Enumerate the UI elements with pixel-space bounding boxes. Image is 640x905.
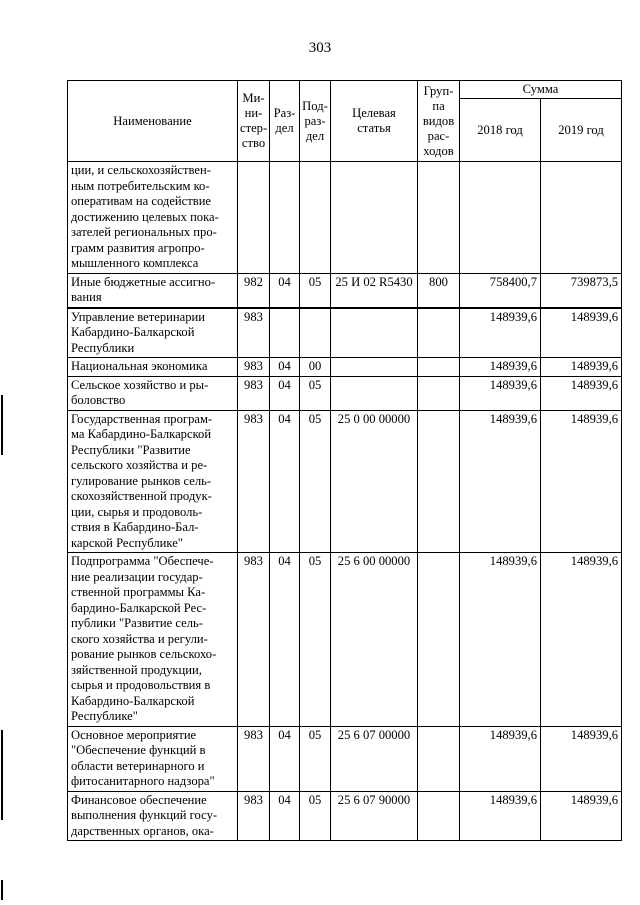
- cell-y2018: 148939,6: [460, 791, 541, 841]
- cell-target: [331, 162, 418, 274]
- cell-y2019: 148939,6: [541, 410, 622, 553]
- cell-y2018: 148939,6: [460, 376, 541, 410]
- cell-group: 800: [418, 273, 460, 308]
- cell-section: [270, 308, 300, 358]
- cell-section: 04: [270, 358, 300, 377]
- cell-section: 04: [270, 553, 300, 727]
- header-subsection: Под- раз- дел: [300, 81, 331, 162]
- table-row: [68, 726, 622, 791]
- cell-y2019: 148939,6: [541, 376, 622, 410]
- page-number: 303: [308, 40, 332, 56]
- cell-y2019: 148939,6: [541, 308, 622, 358]
- cell-ministry: 983: [238, 726, 270, 791]
- cell-group: [418, 791, 460, 841]
- cell-y2018: 148939,6: [460, 726, 541, 791]
- cell-target: [331, 376, 418, 410]
- cell-group: [418, 376, 460, 410]
- cell-subsection: 05: [300, 273, 331, 308]
- cell-subsection: [300, 308, 331, 358]
- margin-mark: [1, 395, 3, 455]
- header-target: Целевая статья: [331, 81, 418, 162]
- cell-section: 04: [270, 376, 300, 410]
- cell-group: [418, 358, 460, 377]
- cell-ministry: 983: [238, 376, 270, 410]
- cell-name: Финансовое обеспечение выполнения функций госу- дарственных органов, ока-: [68, 791, 238, 841]
- cell-name: Национальная экономика: [68, 358, 238, 377]
- budget-table: [67, 80, 622, 841]
- header-ministry: Ми- ни- стер- ство: [238, 81, 270, 162]
- margin-mark: [1, 880, 3, 900]
- table-row: [68, 162, 622, 274]
- cell-subsection: 00: [300, 358, 331, 377]
- cell-name: Подпрограмма "Обеспече- ние реализации государ- ственной программы Ка- бардино-Балкарской Рес- публики "Развитие сель- ского хозяйства и регули- рование рынков сельскохо- зяйственной продукции, сырья и продовольствия в Кабардино-Балкарской Республике": [68, 553, 238, 727]
- cell-ministry: 983: [238, 308, 270, 358]
- cell-y2018: 148939,6: [460, 553, 541, 727]
- cell-ministry: 983: [238, 553, 270, 727]
- cell-section: 04: [270, 410, 300, 553]
- cell-section: 04: [270, 791, 300, 841]
- cell-target: [331, 308, 418, 358]
- cell-y2018: [460, 162, 541, 274]
- cell-subsection: 05: [300, 726, 331, 791]
- cell-ministry: 983: [238, 358, 270, 377]
- cell-subsection: 05: [300, 553, 331, 727]
- cell-name: Основное мероприятие "Обеспечение функций в области ветеринарного и фитосанитарного надзора": [68, 726, 238, 791]
- cell-subsection: 05: [300, 376, 331, 410]
- table-row: [68, 358, 622, 377]
- table-row: [68, 273, 622, 308]
- table-body: [68, 162, 622, 841]
- header-group: Груп- па видов рас- ходов: [418, 81, 460, 162]
- cell-ministry: 983: [238, 791, 270, 841]
- cell-name: Иные бюджетные ассигно- вания: [68, 273, 238, 308]
- cell-group: [418, 162, 460, 274]
- cell-target: [331, 358, 418, 377]
- cell-y2018: 148939,6: [460, 410, 541, 553]
- cell-target: 25 6 00 00000: [331, 553, 418, 727]
- header-year-2018: 2018 год: [460, 99, 541, 162]
- cell-ministry: 983: [238, 410, 270, 553]
- header-name: Наименование: [68, 81, 238, 162]
- table-row: [68, 308, 622, 358]
- cell-section: [270, 162, 300, 274]
- cell-section: 04: [270, 273, 300, 308]
- cell-y2019: [541, 162, 622, 274]
- cell-subsection: 05: [300, 410, 331, 553]
- cell-subsection: 05: [300, 791, 331, 841]
- cell-group: [418, 553, 460, 727]
- cell-target: 25 0 00 00000: [331, 410, 418, 553]
- cell-ministry: 982: [238, 273, 270, 308]
- cell-y2018: 148939,6: [460, 358, 541, 377]
- cell-y2019: 148939,6: [541, 791, 622, 841]
- cell-group: [418, 410, 460, 553]
- header-year-2019: 2019 год: [541, 99, 622, 162]
- cell-y2019: 148939,6: [541, 726, 622, 791]
- cell-name: Государственная програм- ма Кабардино-Балкарской Республики "Развитие сельского хозяйства и ре- гулирование рынков сель- скохозяйственной продук- ции, сырья и продоволь- ствия в Кабардино-Бал- карской Республике": [68, 410, 238, 553]
- cell-name: Сельское хозяйство и ры- боловство: [68, 376, 238, 410]
- cell-y2019: 739873,5: [541, 273, 622, 308]
- cell-target: 25 И 02 R5430: [331, 273, 418, 308]
- cell-target: 25 6 07 00000: [331, 726, 418, 791]
- table-row: [68, 376, 622, 410]
- margin-mark: [1, 730, 3, 820]
- cell-target: 25 6 07 90000: [331, 791, 418, 841]
- header-section: Раз- дел: [270, 81, 300, 162]
- cell-y2019: 148939,6: [541, 358, 622, 377]
- table-row: [68, 553, 622, 727]
- cell-name: ции, и сельскохозяйствен- ным потребительским ко- оперативам на содействие достижению целевых пока- зателей региональных про- грамм развития агропро- мышленного комплекса: [68, 162, 238, 274]
- cell-ministry: [238, 162, 270, 274]
- table-row: [68, 791, 622, 841]
- cell-y2019: 148939,6: [541, 553, 622, 727]
- cell-y2018: 148939,6: [460, 308, 541, 358]
- cell-y2018: 758400,7: [460, 273, 541, 308]
- cell-subsection: [300, 162, 331, 274]
- table-row: [68, 410, 622, 553]
- header-sum: Сумма: [460, 81, 622, 99]
- cell-name: Управление ветеринарии Кабардино-Балкарской Республики: [68, 308, 238, 358]
- cell-section: 04: [270, 726, 300, 791]
- cell-group: [418, 308, 460, 358]
- cell-group: [418, 726, 460, 791]
